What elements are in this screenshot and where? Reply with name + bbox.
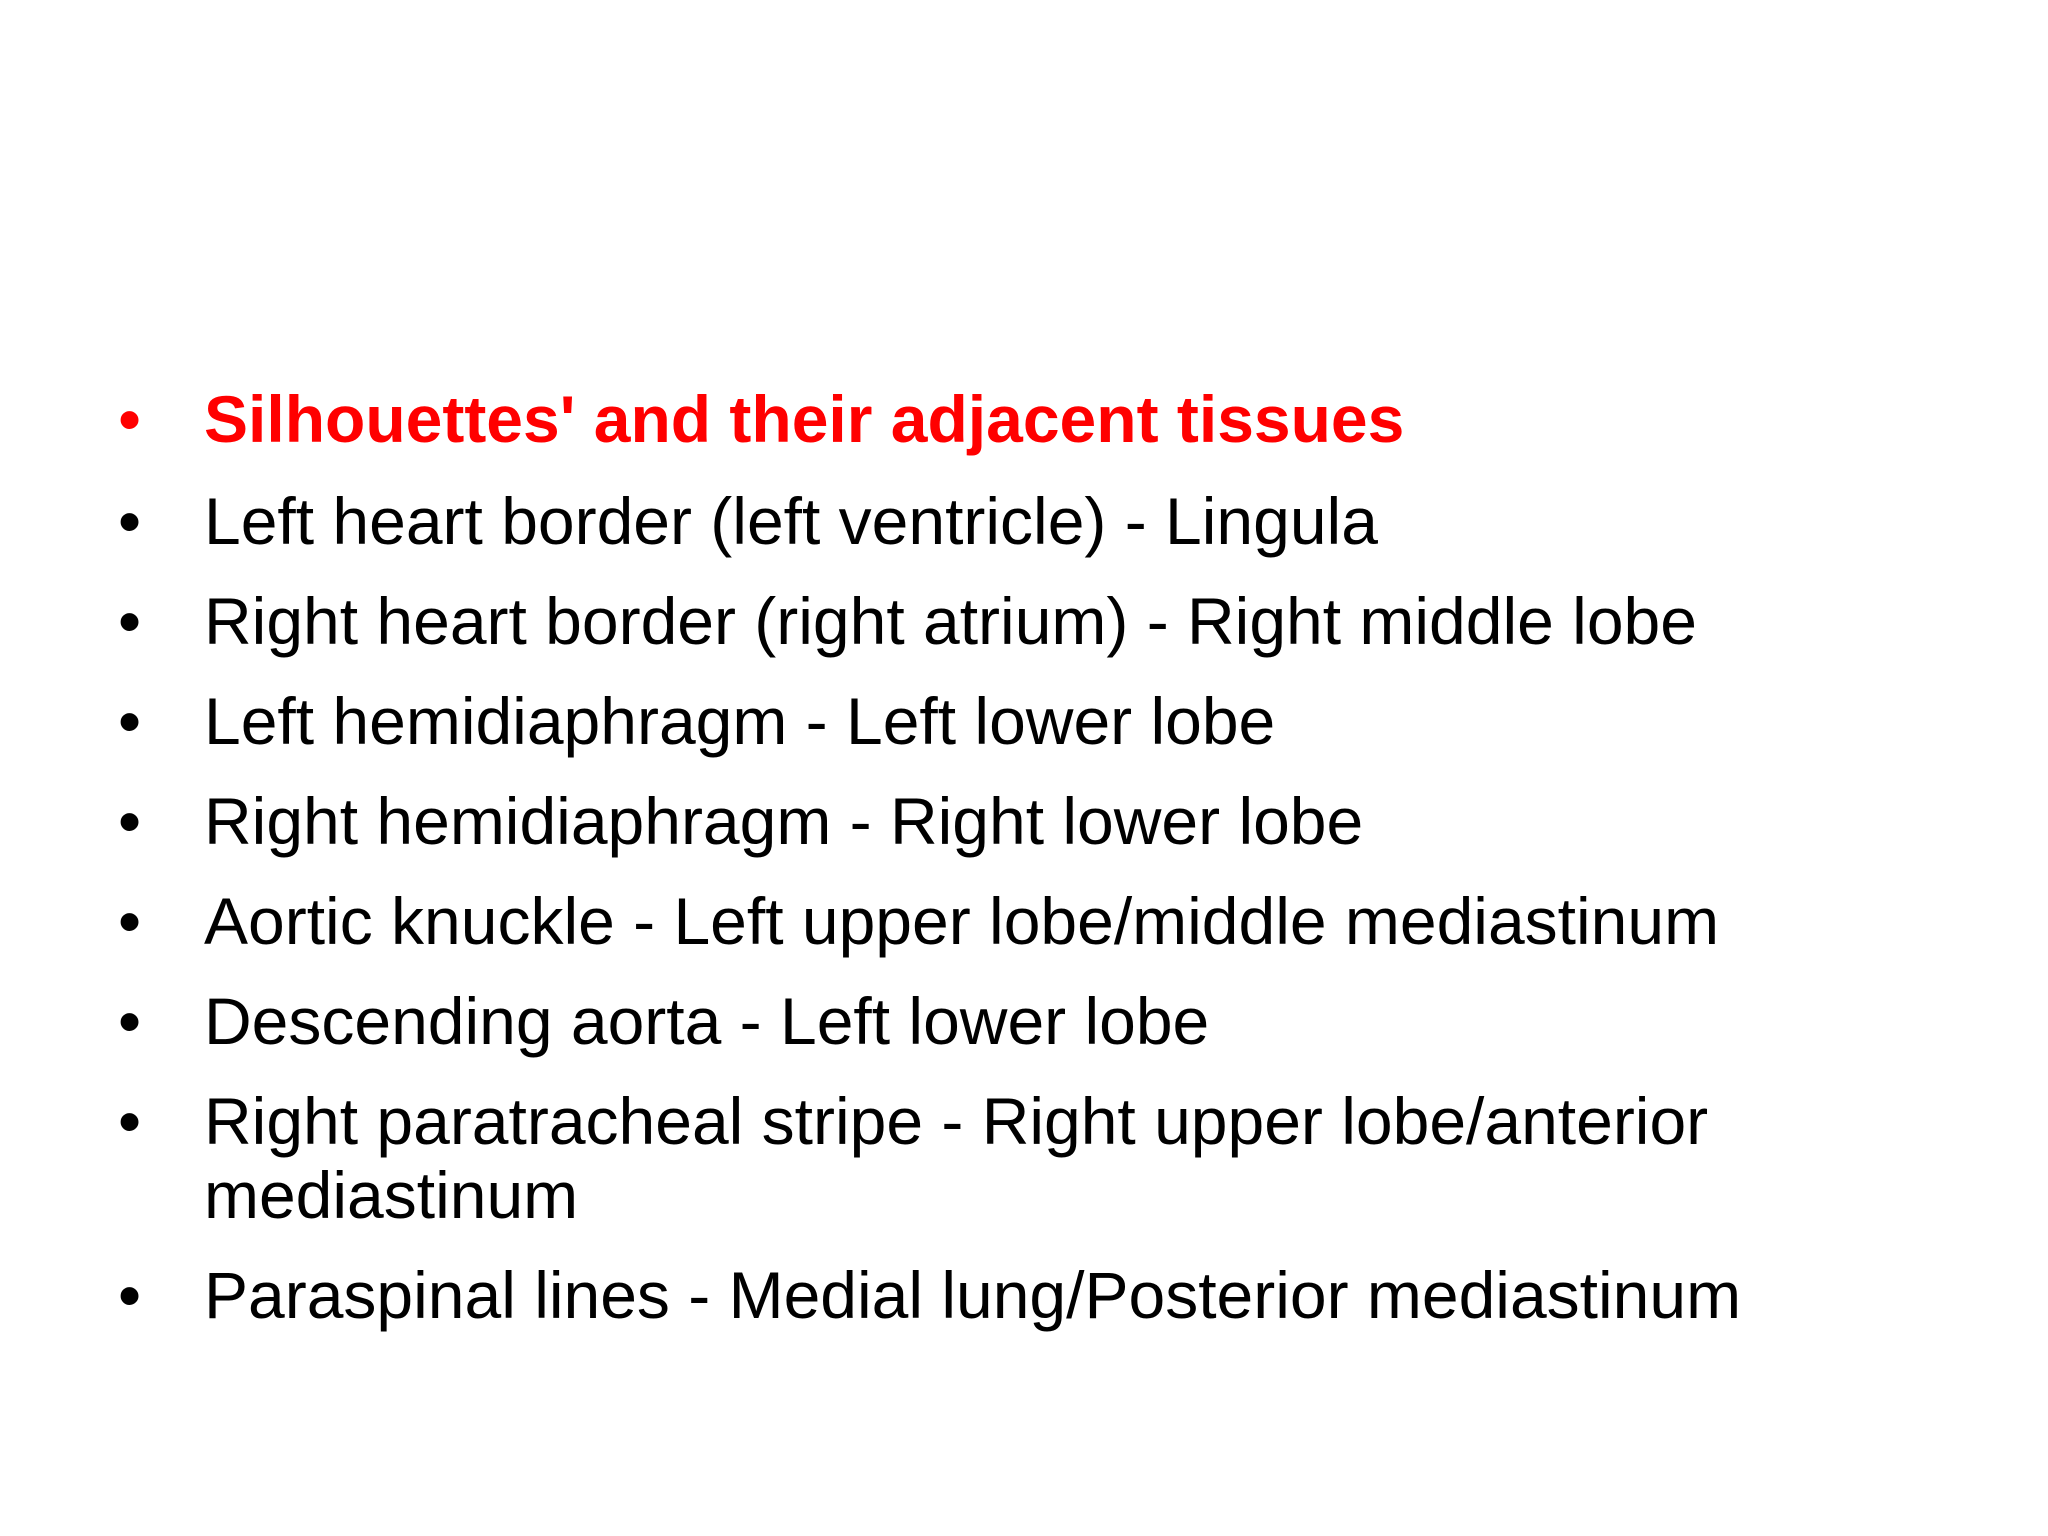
list-item-text: Descending aorta - Left lower lobe	[204, 984, 1210, 1058]
list-item	[118, 784, 1998, 858]
heading-item	[118, 382, 1998, 456]
list-item-text: Aortic knuckle - Left upper lobe/middle mediastinum	[204, 884, 1720, 958]
list-item-text: Left heart border (left ventricle) - Lingula	[204, 484, 1378, 558]
bullet-icon: •	[118, 484, 142, 558]
list-item-text: Right heart border (right atrium) - Right middle lobe	[204, 584, 1697, 658]
bullet-icon: •	[118, 684, 142, 758]
list-item	[118, 1084, 1998, 1232]
list-item	[118, 984, 1998, 1058]
bullet-icon: •	[118, 784, 142, 858]
list-item	[118, 684, 1998, 758]
list-item-text: Right hemidiaphragm - Right lower lobe	[204, 784, 1364, 858]
list-item	[118, 584, 1998, 658]
list-item-text: Left hemidiaphragm - Left lower lobe	[204, 684, 1276, 758]
bullet-icon: •	[118, 884, 142, 958]
list-item-text: Paraspinal lines - Medial lung/Posterior mediastinum	[204, 1258, 1742, 1332]
bullet-icon: •	[118, 382, 142, 456]
list-item-text: Right paratracheal stripe - Right upper lobe/anterior mediastinum	[204, 1084, 1709, 1232]
heading-text: Silhouettes' and their adjacent tissues	[204, 382, 1405, 456]
list-item	[118, 884, 1998, 958]
bullet-icon: •	[118, 584, 142, 658]
bullet-icon: •	[118, 1084, 142, 1158]
bullet-icon: •	[118, 1258, 142, 1332]
bullet-icon: •	[118, 984, 142, 1058]
bullet-list	[118, 382, 1998, 1358]
list-item	[118, 1258, 1998, 1332]
list-item	[118, 484, 1998, 558]
